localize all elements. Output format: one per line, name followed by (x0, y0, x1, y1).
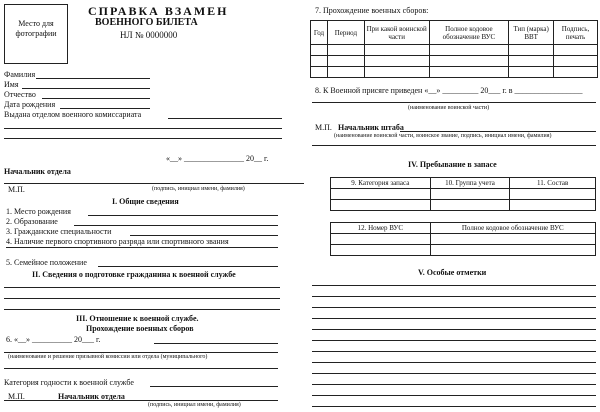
education-item: 2. Образование (6, 217, 58, 226)
vus-number-header: 12. Номер ВУС (331, 223, 431, 234)
table-row (311, 67, 598, 78)
reserve-table (330, 177, 596, 211)
notes-line-12 (312, 406, 596, 407)
section-2-line-3 (4, 309, 280, 310)
commission-line-2 (4, 352, 278, 353)
staff-head-line (400, 131, 596, 132)
table-header-signature: Подпись, печать (554, 21, 598, 45)
table-row (331, 200, 596, 211)
section-2-title: II. Сведения о подготовке гражданина к военной службе (32, 270, 236, 279)
birth-date-line (60, 108, 150, 109)
table-row (311, 45, 598, 56)
table-row (331, 189, 596, 200)
sport-rank-line (6, 247, 278, 248)
specialties-item: 3. Гражданские специальности (6, 227, 112, 236)
oath-underline (312, 102, 596, 103)
department-head-line (4, 183, 304, 184)
document-subtitle: ВОЕННОГО БИЛЕТА (95, 17, 198, 28)
vus-header-row (331, 223, 596, 234)
name-line (22, 88, 150, 89)
photo-box-label: Место для фотографии (15, 19, 57, 38)
signature-caption: (подпись, инициал имени, фамилия) (152, 186, 245, 192)
stamp-mark-3: М.П. (315, 123, 332, 132)
issued-by-line-3 (4, 138, 282, 139)
patronymic-label: Отчество (4, 90, 36, 99)
staff-head-label: Начальник штаба (338, 123, 404, 132)
commission-line-3 (4, 368, 278, 369)
marital-status-line (98, 266, 278, 267)
accounting-group-header: 10. Группа учета (430, 178, 510, 189)
section-3-subtitle: Прохождение военных сборов (86, 324, 194, 333)
stamp-mark: М.П. (8, 185, 25, 194)
military-training-label: 7. Прохождение военных сборов: (315, 6, 429, 15)
composition-header: 11. Состав (510, 178, 596, 189)
document-title: СПРАВКА ВЗАМЕН (88, 4, 229, 18)
table-row (331, 234, 596, 245)
staff-caption: (наименование воинской части, воинское звание, подпись, инициал имени, фамилия) (334, 133, 552, 139)
patronymic-line (42, 98, 150, 99)
vus-code-header: Полное кодовое обозначение ВУС (430, 223, 595, 234)
staff-line-2 (312, 145, 596, 146)
table-header-year: Год (311, 21, 328, 45)
document-number: НЛ № 0000000 (120, 30, 178, 40)
notes-line-6 (312, 340, 596, 341)
signature-caption-2: (подпись, инициал имени, фамилия) (148, 402, 241, 408)
issued-by-label: Выдана отделом военного комиссариата (4, 110, 142, 119)
section-1-title: I. Общие сведения (112, 197, 179, 206)
table-header-vus-code: Полное кодовое обозначение ВУС (429, 21, 509, 45)
education-line (74, 225, 278, 226)
fitness-category-label: Категория годности к военной службе (4, 378, 134, 387)
notes-line-7 (312, 351, 596, 352)
table-header-equipment: Тип (марка) ВВТ (509, 21, 554, 45)
commission-line (154, 343, 278, 344)
notes-line-11 (312, 395, 596, 396)
issue-date: «__» _______________ 20__ г. (166, 154, 269, 163)
stamp-mark-2: М.П. (8, 392, 25, 401)
section-5-title: V. Особые отметки (418, 268, 487, 277)
fitness-category-line (150, 386, 278, 387)
oath-line: 8. К Военной присяге приведен «__» _________ 20___ г. в _________________ (315, 86, 583, 95)
department-head-label-2: Начальник отдела (58, 392, 125, 401)
reserve-category-header: 9. Категория запаса (331, 178, 431, 189)
notes-line-1 (312, 285, 596, 286)
photo-box (4, 4, 68, 64)
notes-line-5 (312, 329, 596, 330)
name-label: Имя (4, 80, 19, 89)
notes-line-4 (312, 318, 596, 319)
section-3-title: III. Отношение к военной службе. (76, 314, 199, 323)
table-row (331, 245, 596, 256)
unit-caption: (наименование воинской части) (408, 105, 490, 111)
birthplace-item: 1. Место рождения (6, 207, 71, 216)
vus-table (330, 222, 596, 256)
table-header-period: Период (327, 21, 364, 45)
notes-line-10 (312, 384, 596, 385)
sport-rank-item: 4. Наличие первого спортивного разряда или спортивного звания (6, 237, 229, 246)
notes-line-9 (312, 373, 596, 374)
commission-caption: (наименование и решение призывной комиссии или отдела (муниципального) (8, 354, 208, 360)
table-header-unit: При какой воинской части (364, 21, 429, 45)
marital-status-item: 5. Семейное положение (6, 258, 87, 267)
commission-date: 6. «__» __________ 20___ г. (6, 335, 101, 344)
surname-line (36, 78, 150, 79)
specialties-line (130, 235, 278, 236)
notes-line-3 (312, 307, 596, 308)
surname-label: Фамилия (4, 70, 36, 79)
section-4-title: IV. Пребывание в запасе (408, 160, 497, 169)
table-header-row (311, 21, 598, 45)
department-head-line-2 (4, 400, 278, 401)
issued-by-line-2 (4, 128, 282, 129)
birthplace-line (88, 215, 278, 216)
department-head-label: Начальник отдела (4, 167, 71, 176)
birth-date-label: Дата рождения (4, 100, 56, 109)
section-2-line-1 (4, 287, 280, 288)
military-training-table (310, 20, 598, 78)
issued-by-line (168, 118, 282, 119)
table-row (311, 56, 598, 67)
reserve-header-row (331, 178, 596, 189)
notes-line-8 (312, 362, 596, 363)
notes-line-2 (312, 296, 596, 297)
section-2-line-2 (4, 298, 280, 299)
